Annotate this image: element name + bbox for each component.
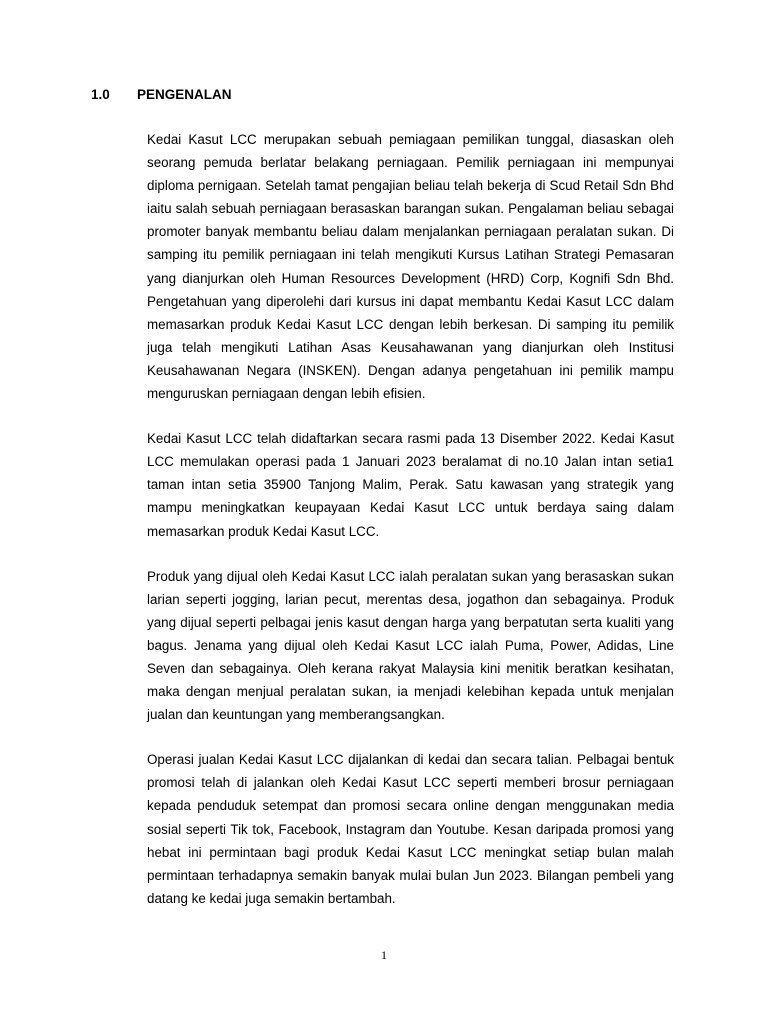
paragraph-operations: Operasi jualan Kedai Kasut LCC dijalankan di kedai dan secara talian. Pelbagai bentuk promosi telah di jalankan oleh Kedai Kasut LCC seperti memberi brosur perniagaan kepada penduduk setempat dan promosi secara online dengan menggunakan media sosial seperti Tik tok, Facebook, Instagram dan Youtube. Kesan daripada promosi yang hebat ini permintaan bagi produk Kedai Kasut LCC meningkat setiap bulan malah permintaan terhadapnya semakin banyak mulai bulan Jun 2023. Bilangan pembeli yang datang ke kedai juga semakin bertambah.: [147, 752, 674, 906]
paragraph-products: Produk yang dijual oleh Kedai Kasut LCC ialah peralatan sukan yang berasaskan sukan larian seperti jogging, larian pecut, merentas desa, jogathon dan sebagainya. Produk yang dijual seperti pelbagai jenis kasut dengan harga yang berpatutan serta kualiti yang bagus. Jenama yang dijual oleh Kedai Kasut LCC ialah Puma, Power, Adidas, Line Seven dan sebagainya. Oleh kerana rakyat Malaysia kini menitik beratkan kesihatan, maka dengan menjual peralatan sukan, ia menjadi kelebihan kepada untuk menjalan jualan dan keuntungan yang memberangsangkan.: [147, 568, 674, 723]
section-number: 1.0: [91, 87, 110, 102]
page-number: 1: [381, 948, 387, 962]
section-title: PENGENALAN: [137, 87, 232, 102]
paragraph-background: Kedai Kasut LCC merupakan sebuah pemiagaan pemilikan tunggal, diasaskan oleh seorang pemuda berlatar belakang perniagaan. Pemilik perniagaan ini mempunyai diploma pernigaan. Setelah tamat pengajian beliau telah bekerja di Scud Retail Sdn Bhd iaitu salah sebuah perniagaan berasaskan barangan sukan. Pengalaman beliau sebagai promoter banyak membantu beliau dalam menjalankan perniagaan peralatan sukan. Di samping itu pemilik perniagaan ini telah mengikuti Kursus Latihan Strategi Pemasaran yang dianjurkan oleh Human Resources Development (HRD) Corp, Kognifi Sdn Bhd. Pengetahuan yang diperolehi dari kursus ini dapat membantu Kedai Kasut LCC dalam memasarkan produk Kedai Kasut LCC dengan lebih berkesan. Di samping itu pemilik juga telah mengikuti Latihan Asas Keusahawanan yang dianjurkan oleh Institusi Keusahawanan Negara (INSKEN). Dengan adanya pengetahuan ini pemilik mampu menguruskan perniagaan dengan lebih efisien.: [147, 132, 674, 402]
section-body: [147, 128, 674, 932]
paragraph-registration: Kedai Kasut LCC telah didaftarkan secara rasmi pada 13 Disember 2022. Kedai Kasut LCC memulakan operasi pada 1 Januari 2023 beralamat di no.10 Jalan intan setia1 taman intan setia 35900 Tanjong Malim, Perak. Satu kawasan yang strategik yang mampu meningkatkan keupayaan Kedai Kasut LCC untuk berdaya saing dalam memasarkan produk Kedai Kasut LCC.: [147, 431, 674, 539]
section-heading: [91, 86, 232, 104]
